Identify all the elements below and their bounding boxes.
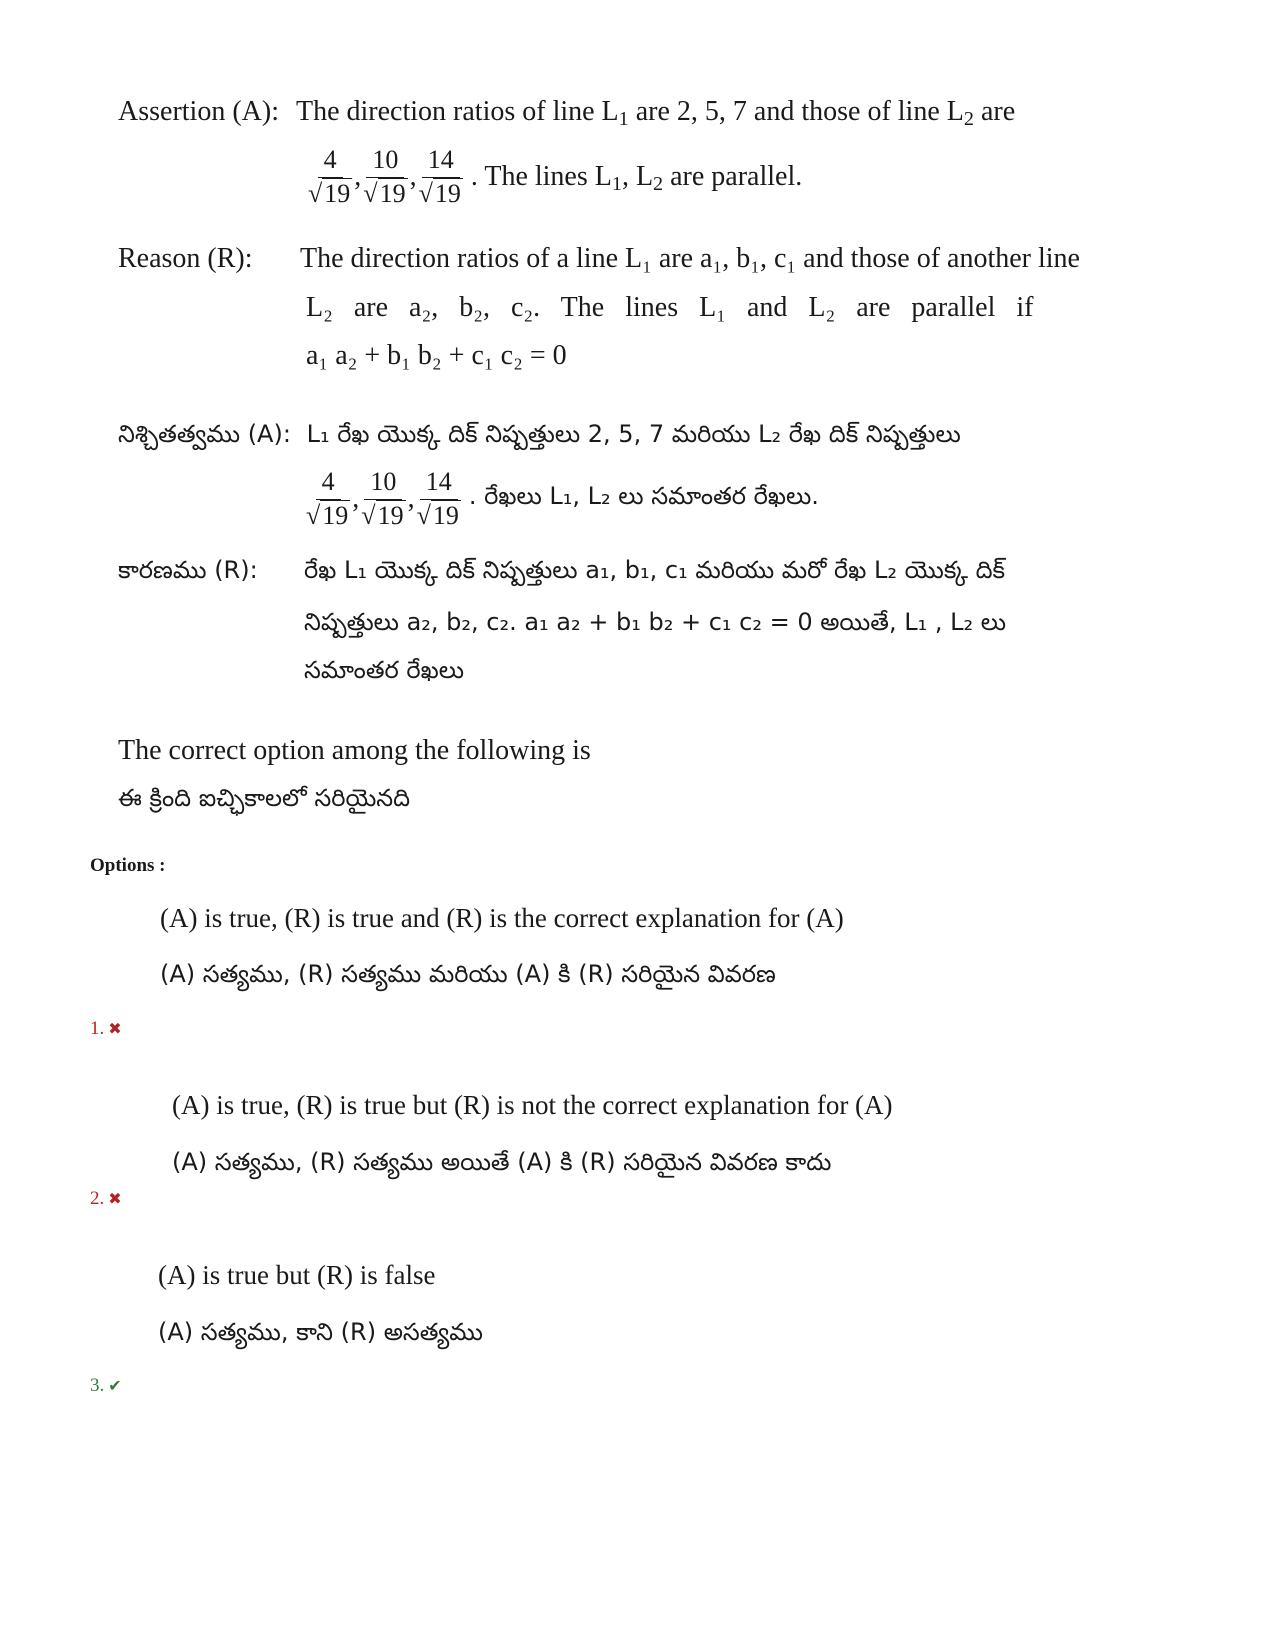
option-2-number: 2. [90,1188,105,1209]
reason-line3: a₁ a₂ + b₁ b₂ + c₁ c₂ = 0 [306,340,567,371]
question-te: ఈ క్రింది ఐచ్ఛికాలలో సరియైనది [118,784,411,812]
option-2-text-en: (A) is true, (R) is true but (R) is not the correct explanation for (A) [172,1090,893,1120]
reason-te-line2: నిష్పత్తులు a₂, b₂, c₂. a₁ a₂ + b₁ b₂ + c₁ c₂ = 0 అయితే, L₁ , L₂ లు [304,608,1007,636]
option-1-number: 1. [90,1018,105,1039]
option-1-text-en: (A) is true, (R) is true and (R) is the correct explanation for (A) [160,903,844,933]
cross-icon: ✖ [108,1021,122,1038]
reason-line1: The direction ratios of a line L₁ are a₁, b₁, c₁ and those of another line [300,243,1080,274]
option-2[interactable] [90,1188,122,1210]
option-3-number: 3. [90,1375,105,1396]
reason-te-line3: సమాంతర రేఖలు [304,656,465,684]
assertion-te-label: నిశ్చితత్వము (A): [118,420,291,448]
reason-label: Reason (R): [118,243,253,274]
check-icon: ✔ [108,1378,122,1395]
assertion-fractions-line: $\frac{4}{√19}$ , $\frac{10}{√19}$ , $\frac{14}{√19}$ . The lines $L_1$, $L_2$ are parallel. [308,145,803,208]
question-en: The correct option among the following is [118,735,591,766]
options-title: Options : [90,855,166,876]
fraction-te-1: $\frac{4}{√19}$ [306,467,349,530]
option-1-text-te: (A) సత్యము, (R) సత్యము మరియు (A) కి (R) సరియైన వివరణ [160,960,776,988]
option-3[interactable] [90,1375,122,1397]
assertion-te-tail: . రేఖలు L₁, L₂ లు సమాంతర రేఖలు. [468,482,819,511]
assertion-te-line1: నిశ్చితత్వము (A): L₁ రేఖ యొక్క దిక్ నిష్పత్తులు 2, 5, 7 మరియు L₂ రేఖ దిక్ నిష్పత్తులు [118,420,961,448]
cross-icon: ✖ [108,1191,122,1208]
fraction-1: $\frac{4}{√19}$ [308,145,351,208]
fraction-2: $\frac{10}{√19}$ [363,145,406,208]
fraction-te-2: $\frac{10}{√19}$ [361,467,404,530]
assertion-te-fractions-line: $\frac{4}{√19}$ , $\frac{10}{√19}$ , $\frac{14}{√19}$ . రేఖలు L₁, L₂ లు సమాంతర రేఖలు. [306,467,819,530]
assertion-line1: Assertion (A): The direction ratios of line $L_1$ are 2, 5, 7 and those of line $L_2$ are [118,96,1016,131]
reason-te-label: కారణము (R): [118,556,258,584]
option-1[interactable] [90,1018,122,1040]
reason-line2: L₂ are a₂, b₂, c₂. The lines L₁ and L₂ are parallel if [306,292,1034,323]
option-3-text-te: (A) సత్యము, కాని (R) అసత్యము [158,1318,483,1346]
assertion-tail: . The lines $L_1$, $L_2$ are parallel. [470,161,803,196]
option-3-text-en: (A) is true but (R) is false [158,1260,436,1290]
assertion-label: Assertion (A): [118,96,279,127]
option-2-text-te: (A) సత్యము, (R) సత్యము అయితే (A) కి (R) సరియైన వివరణ కాదు [172,1148,832,1176]
fraction-3: $\frac{14}{√19}$ [418,145,461,208]
fraction-te-3: $\frac{14}{√19}$ [416,467,459,530]
reason-te-line1: రేఖ L₁ యొక్క దిక్ నిష్పత్తులు a₁, b₁, c₁ మరియు మరో రేఖ L₂ యొక్క దిక్ [304,556,1006,584]
